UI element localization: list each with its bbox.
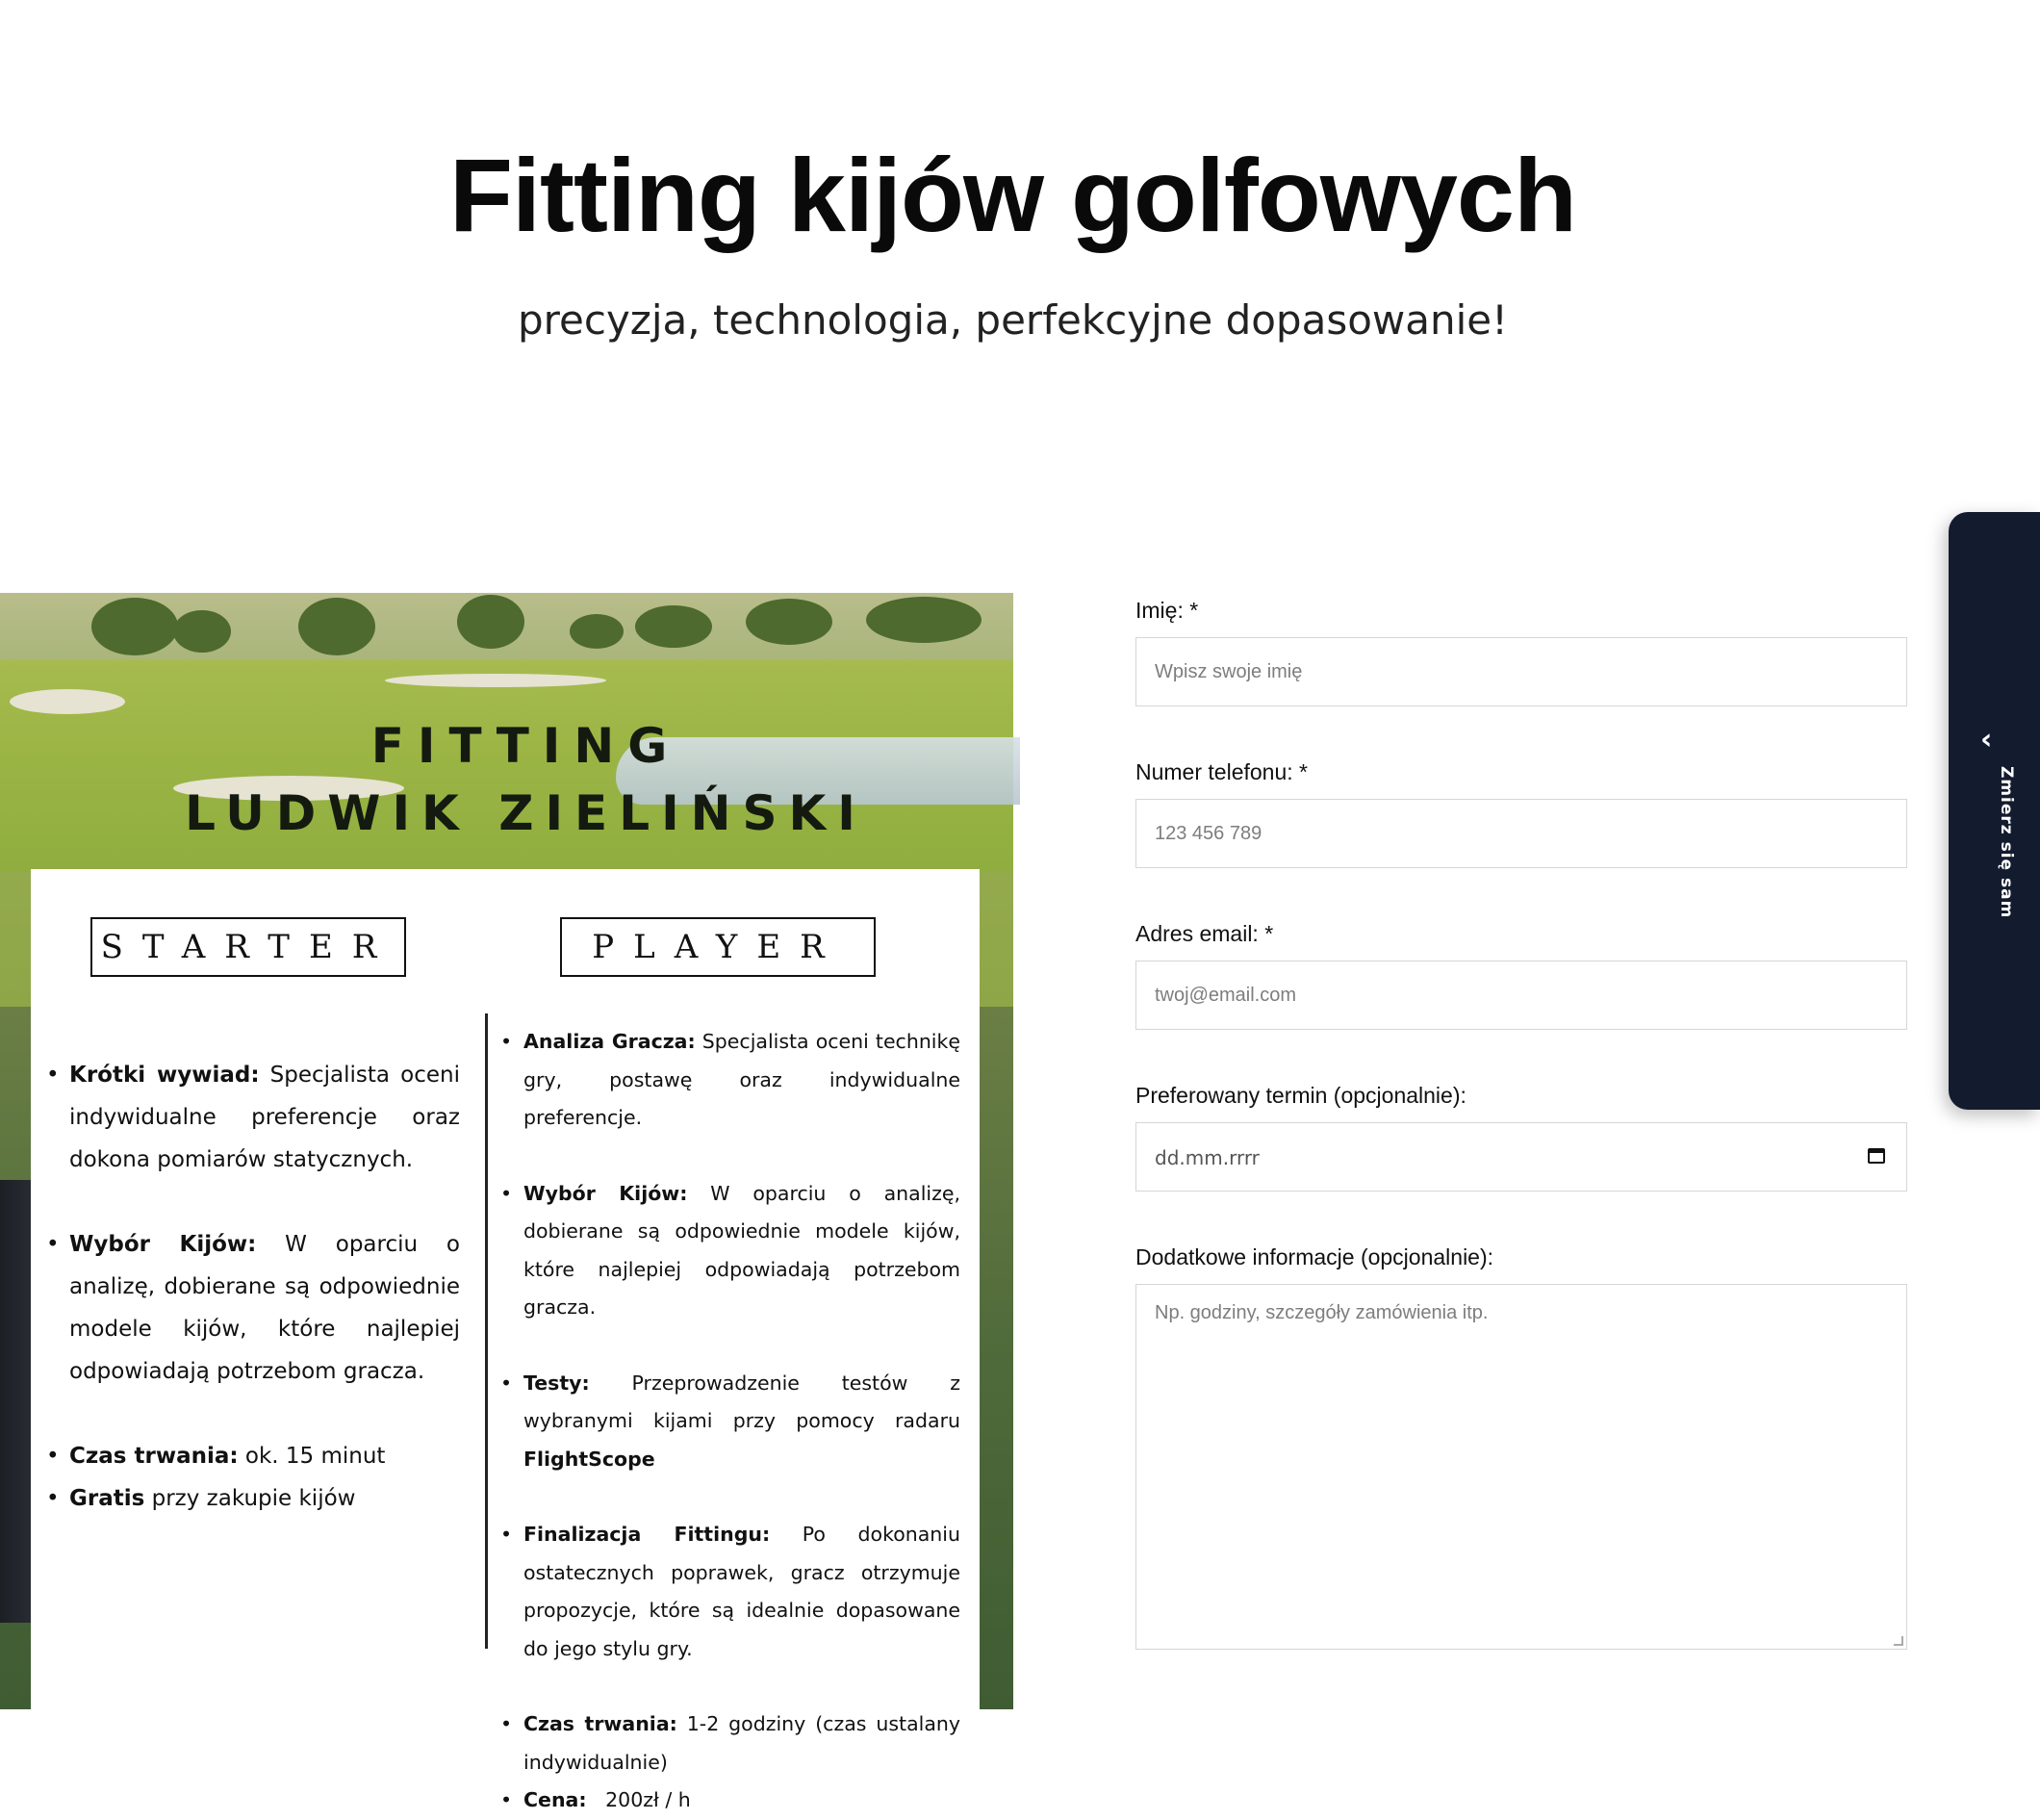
notes-textarea[interactable] xyxy=(1135,1284,1907,1650)
list-item-heading: Krótki wywiad: xyxy=(69,1063,260,1088)
notes-label: Dodatkowe informacje (opcjonalnie): xyxy=(1135,1244,1494,1269)
resize-handle-icon[interactable] xyxy=(1894,1636,1903,1646)
name-input[interactable] xyxy=(1135,637,1907,706)
list-item-text: W oparciu o analizę, dobierane są odpowiednie modele kijów, które najlepiej odpowiadają potrzebom gracza. xyxy=(69,1232,460,1384)
list-item xyxy=(500,1516,960,1668)
name-label: Imię: * xyxy=(1135,598,1199,623)
page-title: Fitting kijów golfowych xyxy=(449,137,1576,253)
list-item-heading: Czas trwania: xyxy=(523,1712,677,1735)
list-item-text: Specjalista oceni technikę gry, postawę oraz indywidualne preferencje. xyxy=(523,1030,960,1129)
fitting-poster-image xyxy=(0,593,1013,1811)
date-label: Preferowany termin (opcjonalnie): xyxy=(1135,1083,1466,1108)
list-item-text: przy zakupie kijów xyxy=(144,1486,356,1511)
email-input[interactable] xyxy=(1135,961,1907,1030)
list-item-heading: Czas trwania: xyxy=(69,1444,239,1469)
starter-plan-title: STARTER xyxy=(90,917,406,977)
phone-label: Numer telefonu: * xyxy=(1135,759,1308,784)
list-item-heading: Analiza Gracza: xyxy=(523,1030,696,1053)
list-item xyxy=(500,1365,960,1479)
list-item xyxy=(46,1477,460,1520)
list-item-text: W oparciu o analizę, dobierane są odpowiednie modele kijów, które najlepiej odpowiadają potrzebom gracza. xyxy=(523,1181,960,1319)
list-item-heading: Wybór Kijów: xyxy=(69,1232,257,1257)
notes-group xyxy=(1135,1243,1907,1650)
booking-form xyxy=(1135,597,1907,1702)
notes-wrapper xyxy=(1135,1284,1907,1650)
list-item-heading: Wybór Kijów: xyxy=(523,1181,688,1205)
date-group xyxy=(1135,1082,1907,1192)
list-item-text: 200zł / h xyxy=(586,1788,691,1811)
poster-heading-name: LUDWIK ZIELIŃSKI xyxy=(185,785,867,841)
list-item-text: Specjalista oceni indywidualne preferencje oraz dokona pomiarów statycznych. xyxy=(69,1063,460,1172)
list-item-heading: Finalizacja Fittingu: xyxy=(523,1523,771,1546)
chevron-left-icon: ‹ xyxy=(1980,723,1993,756)
email-label: Adres email: * xyxy=(1135,921,1274,946)
phone-group xyxy=(1135,758,1907,868)
list-item-text: Przeprowadzenie testów z wybranymi kijami przy pomocy radaru xyxy=(523,1371,960,1432)
list-item xyxy=(500,1175,960,1327)
side-tab-label: Zmierz się sam xyxy=(1997,766,2016,919)
date-input[interactable] xyxy=(1135,1122,1907,1192)
email-group xyxy=(1135,920,1907,1030)
date-placeholder: dd.mm.rrrr xyxy=(1155,1146,1260,1169)
poster-card xyxy=(31,869,980,1811)
list-item xyxy=(500,1023,960,1138)
list-item-text: ok. 15 minut xyxy=(238,1444,386,1469)
poster-heading-fitting: FITTING xyxy=(370,718,681,774)
list-item xyxy=(46,1435,460,1477)
list-item xyxy=(46,1054,460,1181)
starter-feature-list xyxy=(46,1054,460,1520)
list-item xyxy=(500,1782,960,1820)
page-subtitle: precyzja, technologia, perfekcyjne dopasowanie! xyxy=(518,296,1508,344)
calendar-icon[interactable] xyxy=(1868,1148,1885,1164)
name-group xyxy=(1135,597,1907,706)
list-item xyxy=(46,1223,460,1393)
side-tab-measure-yourself[interactable] xyxy=(1949,512,2040,1110)
list-item-brand: FlightScope xyxy=(523,1447,655,1471)
phone-input[interactable] xyxy=(1135,799,1907,868)
list-item-heading: Testy: xyxy=(523,1371,590,1395)
list-item-text: 1-2 godziny (czas ustalany indywidualnie) xyxy=(523,1712,961,1774)
player-feature-list xyxy=(500,1023,960,1820)
list-item-text: Po dokonaniu ostatecznych poprawek, gracz otrzymuje propozycje, które są idealnie dopasowane do jego stylu gry. xyxy=(523,1523,960,1660)
poster-bunker xyxy=(10,689,125,714)
column-divider xyxy=(485,1013,488,1649)
player-plan-title: PLAYER xyxy=(560,917,876,977)
list-item xyxy=(500,1705,960,1782)
poster-bunker xyxy=(385,674,606,687)
list-item-heading: Gratis xyxy=(69,1486,145,1511)
list-item-heading: Cena: xyxy=(523,1788,587,1811)
